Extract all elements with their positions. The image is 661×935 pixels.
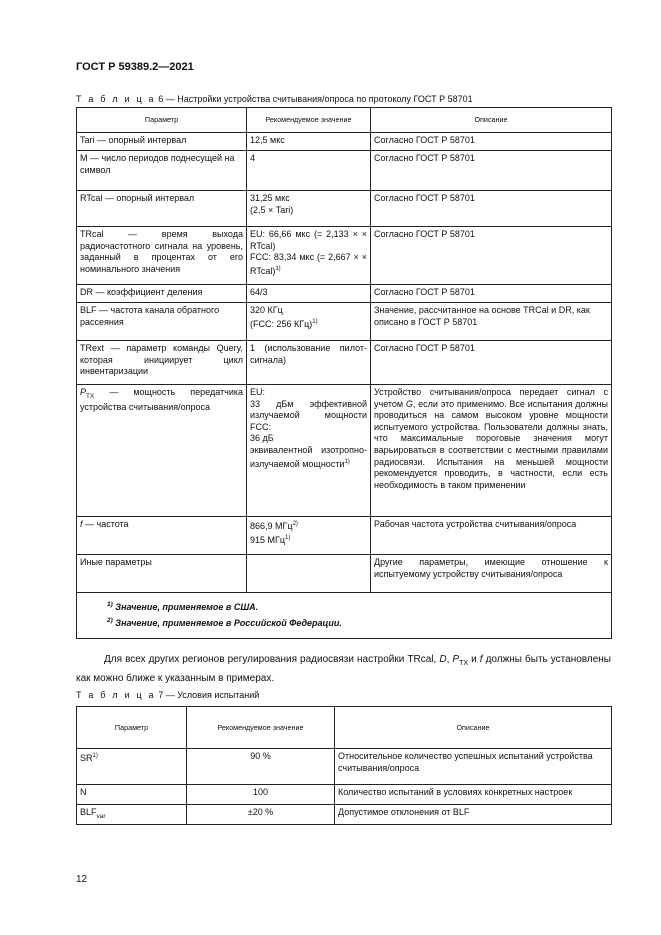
desc-cell: Согласно ГОСТ Р 58701 bbox=[371, 133, 612, 151]
desc-cell: Согласно ГОСТ Р 58701 bbox=[371, 191, 612, 227]
value-line: 33 дБм эффективной излучаемой мощности FCC: bbox=[250, 398, 367, 432]
table-row bbox=[77, 227, 612, 285]
paragraph-text: и bbox=[468, 654, 480, 665]
value-line: эквивалентной изотропно-излучаемой мощности bbox=[250, 444, 367, 469]
param-cell bbox=[77, 805, 187, 825]
table-row bbox=[77, 191, 612, 227]
value-cell bbox=[247, 303, 371, 341]
footnote-text: Значение, применяемое в Российской Федерации. bbox=[112, 618, 342, 628]
value-line: 36 дБ bbox=[250, 433, 274, 444]
table6-header-param: Параметр bbox=[77, 108, 247, 133]
desc-cell: Допустимое отклонения от BLF bbox=[335, 805, 612, 825]
symbol: D bbox=[439, 654, 447, 665]
value-cell: 1 (использование пилот-сигнала) bbox=[247, 341, 371, 385]
value-cell: ±20 % bbox=[187, 805, 335, 825]
param-cell: TRcal — время выхода радиочастотного сигнала на уровень, заданный в процентах от его номинального значения bbox=[77, 227, 247, 285]
table-row bbox=[77, 133, 612, 151]
value-cell: 4 bbox=[247, 151, 371, 191]
param-cell bbox=[77, 517, 247, 555]
page-number: 12 bbox=[76, 874, 88, 885]
table7-caption bbox=[76, 690, 259, 700]
table7-caption-prefix: Т а б л и ц а bbox=[76, 690, 156, 700]
table6-header-value: Рекомендуемое значение bbox=[247, 108, 371, 133]
table7-header-value: Рекомендуемое значение bbox=[187, 707, 335, 749]
param-text: BLF bbox=[80, 807, 97, 817]
value-line: (FCC: 256 КГц) bbox=[250, 318, 313, 329]
symbol: f bbox=[479, 654, 483, 665]
footnote-text: Значение, применяемое в США. bbox=[112, 602, 259, 612]
footnote-ref: 2) bbox=[292, 521, 298, 527]
paragraph-text: , bbox=[446, 654, 453, 665]
value-line: EU: bbox=[250, 387, 266, 397]
param-cell: RTcal — опорный интервал bbox=[77, 191, 247, 227]
desc-cell bbox=[371, 385, 612, 517]
subscript: TX bbox=[459, 660, 469, 667]
value-cell: 100 bbox=[187, 785, 335, 805]
table-row bbox=[77, 805, 612, 825]
value-cell bbox=[247, 555, 371, 593]
footnote-mark: 2) bbox=[107, 617, 113, 624]
table7-header-row bbox=[77, 707, 612, 749]
paragraph-text: должны быть установлены как можно ближе к указанным в примерах. bbox=[76, 654, 611, 684]
param-cell: М — число периодов поднесущей на символ bbox=[77, 151, 247, 191]
value-line: EU: 66,66 мкс (= 2,133 × × RTcal) bbox=[250, 229, 367, 251]
table6-header-row bbox=[77, 108, 612, 133]
table-row bbox=[77, 285, 612, 303]
value-cell: 90 % bbox=[187, 749, 335, 785]
table6-caption-text: 6 — Настройки устройства считывания/опроса по протоколу ГОСТ Р 58701 bbox=[155, 94, 473, 104]
param-cell: N bbox=[77, 785, 187, 805]
table-row bbox=[77, 303, 612, 341]
subscript: TX bbox=[86, 392, 95, 400]
param-cell bbox=[77, 385, 247, 517]
table-row bbox=[77, 517, 612, 555]
param-text: SR bbox=[80, 753, 93, 763]
value-cell bbox=[247, 227, 371, 285]
param-cell bbox=[77, 749, 187, 785]
paragraph-text: Для всех других регионов регулирования радиосвязи настройки TRcal, bbox=[104, 654, 440, 665]
table6-caption-prefix: Т а б л и ц а bbox=[76, 94, 156, 104]
param-cell: TRext — параметр команды Query, которая инициирует цикл инвентаризации bbox=[77, 341, 247, 385]
param-cell: DR — коэффициент деления bbox=[77, 285, 247, 303]
desc-cell: Относительное количество успешных испытаний устройства считывания/опроса bbox=[335, 749, 612, 785]
table-row bbox=[77, 785, 612, 805]
footnote-mark: 1) bbox=[107, 601, 113, 608]
table7-header-param: Параметр bbox=[77, 707, 187, 749]
symbol: f bbox=[80, 519, 83, 529]
table6-notes bbox=[77, 593, 612, 639]
subscript: var bbox=[96, 812, 106, 820]
param-text: — мощность передатчика устройства считывания/опроса bbox=[80, 387, 243, 413]
desc-cell: Значение, рассчитанное на основе TRCal и DR, как описано в ГОСТ Р 58701 bbox=[371, 303, 612, 341]
value-cell bbox=[247, 191, 371, 227]
footnote-ref: 1) bbox=[285, 534, 291, 541]
value-line: FCC: 83,34 мкс (= 2,667 × × RTcal) bbox=[250, 252, 367, 276]
footnote-ref: 1) bbox=[275, 265, 281, 272]
footnote-ref: 1) bbox=[92, 753, 98, 759]
table7 bbox=[76, 706, 612, 825]
symbol: P bbox=[80, 387, 87, 397]
desc-cell: Согласно ГОСТ Р 58701 bbox=[371, 341, 612, 385]
value-cell bbox=[247, 385, 371, 517]
table-row bbox=[77, 341, 612, 385]
table-row bbox=[77, 749, 612, 785]
desc-cell: Согласно ГОСТ Р 58701 bbox=[371, 151, 612, 191]
symbol: G bbox=[405, 398, 413, 409]
desc-cell: Количество испытаний в условиях конкретных настроек bbox=[335, 785, 612, 805]
desc-cell: Рабочая частота устройства считывания/опроса bbox=[371, 517, 612, 555]
desc-cell: Согласно ГОСТ Р 58701 bbox=[371, 227, 612, 285]
value-cell: 64/3 bbox=[247, 285, 371, 303]
param-cell: Tari — опорный интервал bbox=[77, 133, 247, 151]
footnote bbox=[107, 614, 603, 630]
body-paragraph bbox=[76, 652, 611, 686]
table6-notes-row bbox=[77, 593, 612, 639]
footnote-ref: 1) bbox=[312, 318, 318, 325]
desc-text: , если это применимо. Все испытания должны проводиться на самом высоком уровне мощности испытуемого устройства. Пользователи должны знать, что максимальные пороговые значения могут варьироваться в соответствии с местными правилами радиосвязи. Испытания на меньшей мощности рекомендуется проводить, в частности, если есть необходимость в таком применении bbox=[374, 398, 608, 490]
desc-text: Устройство считывания/опроса передает сигнал с учетом bbox=[374, 387, 608, 409]
footnote bbox=[107, 598, 603, 614]
value-line: 320 КГц bbox=[250, 305, 283, 315]
value-line: 866,9 МГц bbox=[250, 521, 293, 531]
table7-caption-text: 7 — Условия испытаний bbox=[155, 690, 260, 700]
table6 bbox=[76, 107, 612, 639]
value-cell: 12,5 мкс bbox=[247, 133, 371, 151]
param-cell: BLF — частота канала обратного рассеяния bbox=[77, 303, 247, 341]
table-row bbox=[77, 151, 612, 191]
value-cell bbox=[247, 517, 371, 555]
table6-header-desc: Описание bbox=[371, 108, 612, 133]
document-code: ГОСТ Р 59389.2—2021 bbox=[76, 61, 194, 73]
desc-cell: Другие параметры, имеющие отношение к испытуемому устройству считывания/опроса bbox=[371, 555, 612, 593]
value-line: 915 МГц bbox=[250, 534, 286, 545]
param-text: — частота bbox=[82, 519, 129, 529]
table-row bbox=[77, 555, 612, 593]
symbol: P bbox=[452, 654, 460, 665]
value-line: 31,25 мкс bbox=[250, 193, 290, 203]
footnote-ref: 1) bbox=[344, 458, 350, 465]
table-row bbox=[77, 385, 612, 517]
desc-cell: Согласно ГОСТ Р 58701 bbox=[371, 285, 612, 303]
param-cell: Иные параметры bbox=[77, 555, 247, 593]
value-line: (2,5 × Tari) bbox=[250, 204, 294, 215]
table6-caption bbox=[76, 94, 473, 104]
table7-header-desc: Описание bbox=[335, 707, 612, 749]
